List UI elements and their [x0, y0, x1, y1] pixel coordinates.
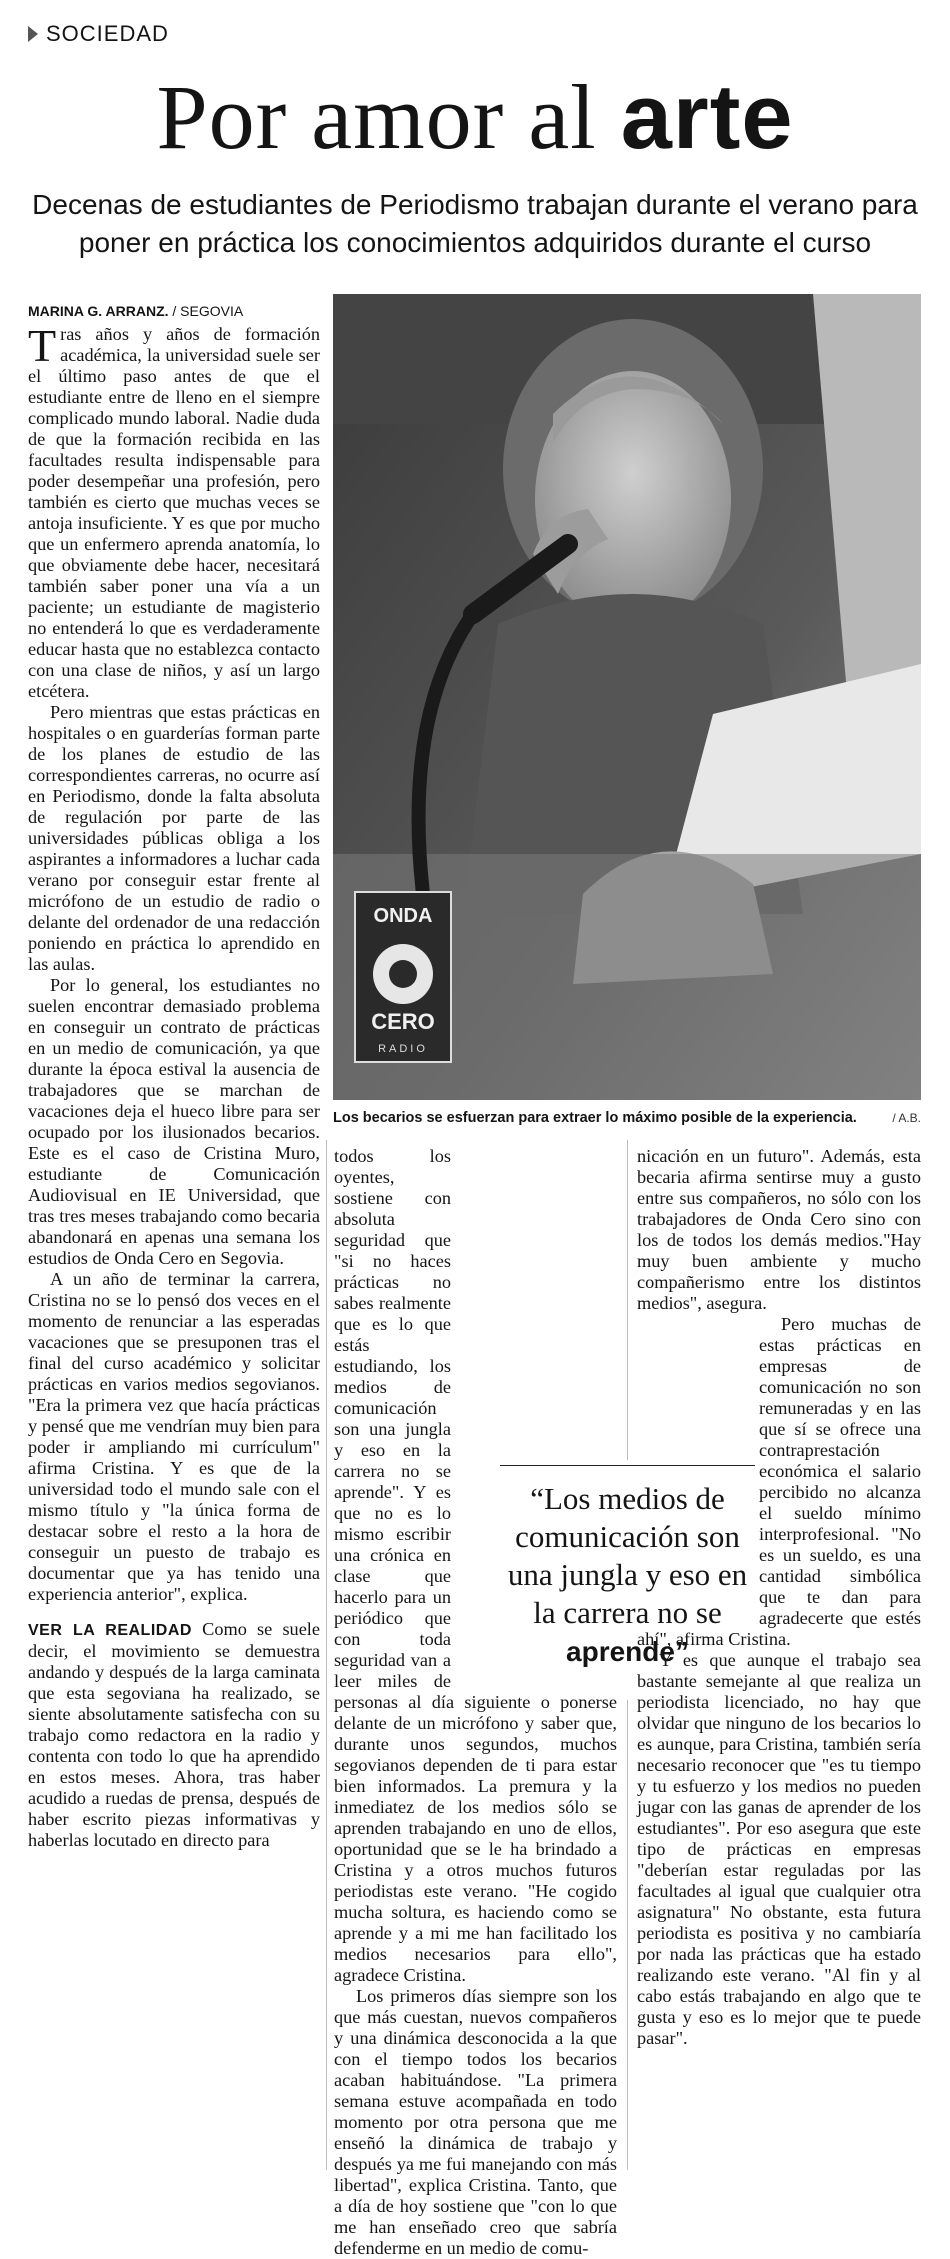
- section-arrow-icon: [28, 26, 38, 42]
- section-label: [28, 20, 169, 48]
- article-paragraph: Tras años y años de formación académica, la universidad suele ser el último paso antes de que el estudiante entre de lleno en el siempre complicado mundo laboral. Nadie duda de que la formación recibida en las facultades resulta indispensable para poder desempeñar una profesión, pero también es cierto que muchas veces se antoja insuficiente. Y es que por mucho que un enfermero aprenda anatomía, lo que obviamente debe hacer, necesitará también saber poner una vía a un paciente; un estudiante de magisterio no entenderá lo que es verdaderamente educar hasta que no establezca contacto con una clase de niños, y así un largo etcétera.: [28, 320, 320, 701]
- column-divider: [326, 1140, 327, 2170]
- photo-credit: / A.B.: [892, 1111, 921, 1125]
- column-divider: [627, 1700, 628, 2170]
- article-paragraph: Los primeros días siempre son los que más cuestan, nuevos compañeros y una dinámica desconocida a la que con el tiempo todos los becarios acaban habituándose. "La primera semana estuve acompañada en todo momento por otra persona que me enseñó la dinámica de trabajo y después ya me fui manejando con más libertad", explica Cristina. Tanto, que a día de hoy sostiene que "con lo que me han enseñado creo que sabría defenderme en un medio de comu-: [334, 1986, 617, 2258]
- article-column-1: [28, 320, 321, 2180]
- caption-text: Los becarios se esfuerzan para extraer lo máximo posible de la experiencia.: [333, 1110, 857, 1126]
- mic-logo-middle: CERO: [371, 1009, 435, 1034]
- pull-quote-bold: aprende”: [566, 1636, 689, 1667]
- mic-logo-top: ONDA: [373, 905, 433, 927]
- photo-caption: [333, 1106, 921, 1130]
- drop-cap: T: [28, 320, 57, 371]
- article-paragraph: Por lo general, los estudiantes no suelen encontrar demasiado problema en conseguir un contrato de prácticas en un medio de comunicación, ya que durante la época estival la ausencia de trabajadores que se marchan de vacaciones deja el hueco libre para ser ocupado por los ilusionados becarios. Este es el caso de Cristina Muro, estudiante de Comunicación Audiovisual en IE Universidad, que tras tres meses trabajando como becaria abandonará en apenas una semana los estudios de Onda Cero en Segovia.: [28, 975, 320, 1268]
- column-divider: [627, 1140, 628, 1460]
- headline: [0, 62, 950, 172]
- article-paragraph: Pero muchas de estas prácticas en empresas de comunicación no son remuneradas y en las que sí se ofrece una contraprestación económica el salario percibido no alcanza el sueldo mínimo interprofesional. "No es un sueldo, es una cantidad simbólica que te dan para agradecerte que estés ahí", afirma Cristina.: [637, 1314, 921, 1649]
- headline-bold: arte: [620, 66, 794, 168]
- article-paragraph: nicación en un futuro". Además, esta becaria afirma sentirse muy a gusto entre sus compañeros, no sólo con los trabajadores de Onda Cero sino con los de todos los demás medios."Hay muy buen ambiente y mucho compañerismo entre los distintos medios", asegura.: [637, 1146, 921, 1313]
- headline-light: Por amor al: [156, 66, 597, 168]
- byline-location: / SEGOVIA: [172, 303, 244, 319]
- subheadline: Decenas de estudiantes de Periodismo trabajan durante el verano para poner en práctica los conocimientos adquiridos durante el curso: [32, 189, 918, 258]
- article-paragraph: Pero mientras que estas prácticas en hospitales o en guarderías forman parte de los planes de estudio de las correspondientes carreras, no ocurre así en Periodismo, donde la falta absoluta de regulación por parte de las universidades públicas obliga a los aspirantes a informadores a luchar cada verano por conseguir estar frente al micrófono de un estudio de radio o delante del ordenador de una redacción poniendo en práctica lo aprendido en las aulas.: [28, 702, 320, 974]
- byline-author: MARINA G. ARRANZ.: [28, 303, 169, 319]
- section-name: SOCIEDAD: [46, 21, 169, 46]
- mic-logo-bottom: RADIO: [378, 1043, 428, 1055]
- byline: [28, 300, 328, 322]
- photo-illustration: [333, 294, 921, 1100]
- article-paragraph: A un año de terminar la carrera, Cristina no se lo pensó dos veces en el momento de renunciar a las esperadas vacaciones que se presuponen tras el final del curso académico y solicitar prácticas en varios medios segovianos. "Era la primera vez que hacía prácticas y pensé que me vendrían muy bien para poder ir ampliando mi currículum" afirma Cristina. Y es que de la universidad todo el mundo sale con el mismo título y "la única forma de destacar sobre el resto a la hora de conseguir un puesto de trabajo es documentar que ya has tenido una experiencia anterior", explica.: [28, 1269, 320, 1604]
- article-paragraph: VER LA REALIDAD Como se suele decir, el movimiento se demuestra andando y después de la larga caminata que esta segoviana ha realizado, se siente absolutamente satisfecha con su trabajo como redactora en la radio y contenta con todo lo que ha aprendido en estos meses. Ahora, tras haber acudido a ruedas de prensa, después de haber escrito piezas informativas y haberlas locutado en directo para: [28, 1619, 321, 1850]
- article-paragraph: todos los oyentes, sostiene con absoluta seguridad que "si no haces prácticas no sabes realmente que es lo que estás estudiando, los medios de comunicación son una jungla y eso en la carrera no se aprende". Y es que no es lo mismo escribir una crónica en clase que hacerlo para un periódico que con toda seguridad van a leer miles de personas al día siguiente o ponerse delante de un micrófono y saber que, durante unos segundos, muchos segovianos dependen de ti para estar bien informados. La premura y la inmediatez de los medios sólo se aprenden trabajando en uno de ellos, oportunidad que se le ha brindado a Cristina y a otros muchos futuros periodistas este verano. "He cogido mucha soltura, es haciendo como se aprende y a mi me han facilitado los medios necesarios para ello", agradece Cristina.: [334, 1146, 617, 1985]
- pull-quote-text: “Los medios de comunicación son una jungla y eso en la carrera no se: [507, 1481, 748, 1630]
- pull-quote: [500, 1465, 755, 1695]
- article-photo: [333, 294, 921, 1100]
- article-paragraph: Y es que aunque el trabajo sea bastante semejante al que realiza un periodista licenciado, no hay que olvidar que ninguno de los becarios lo es aunque, para Cristina, también sería necesario reconocer que "es tu tiempo y tu esfuerzo y los medios no pueden jugar con las ganas de aprender de los estudiantes". Por eso asegura que este tipo de prácticas en empresas "deberían estar reguladas por las facultades al igual que cualquier otra asignatura" No obstante, esta futura periodista es positiva y no cambiaría por nada las prácticas que ha estado realizando este verano. "Al fin y al cabo estás trabajando en algo que te gusta y eso es lo mejor que te puede pasar".: [637, 1650, 921, 2048]
- section-subhead: VER LA REALIDAD: [28, 1622, 192, 1639]
